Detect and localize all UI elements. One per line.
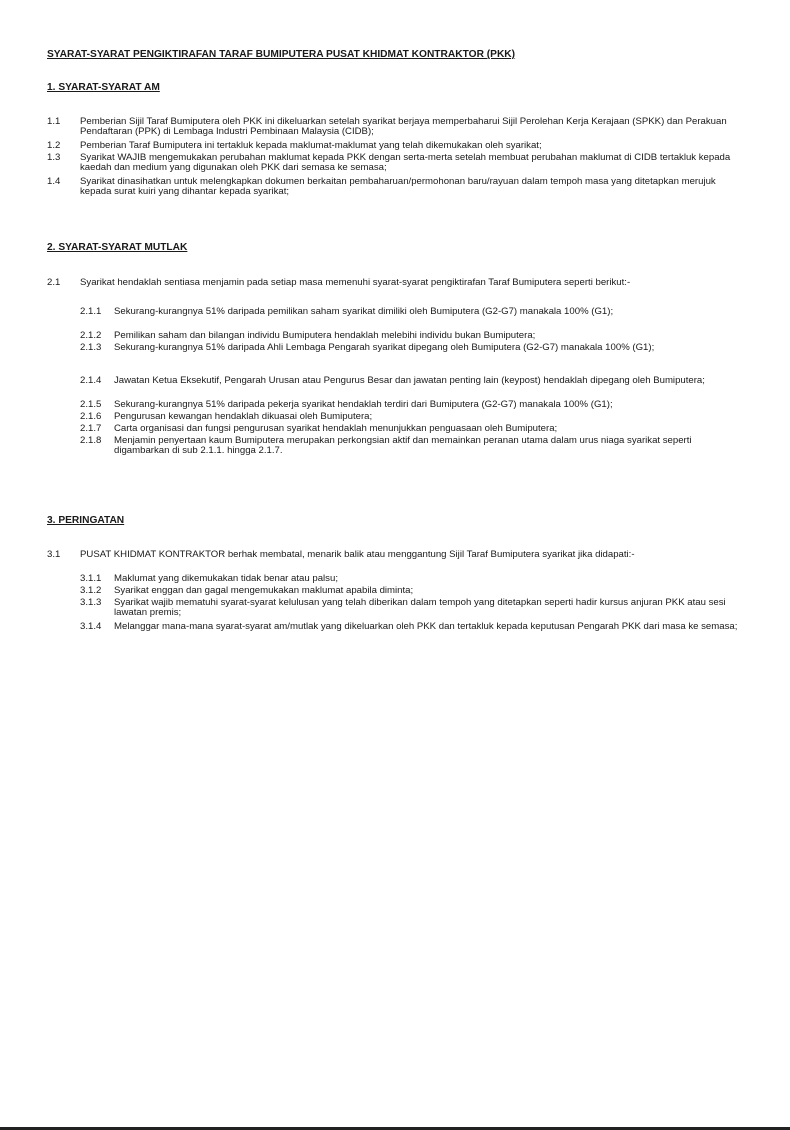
subclause-text: Sekurang-kurangnya 51% daripada Ahli Lembaga Pengarah syarikat dipegang oleh Bumiputera (G2-G7) manakala 100% (G1); [114,342,655,353]
clause-text: Syarikat WAJIB mengemukakan perubahan maklumat kepada PKK dengan serta-merta setelah membuat perubahan maklumat di CIDB tertakluk kepada kaedah dan medium yang digunakan oleh PKK dari semasa ke semasa; [80,152,731,173]
subclause-number: 2.1.2 [80,330,102,341]
clause-text: Pemberian Sijil Taraf Bumiputera oleh PKK ini dikeluarkan setelah syarikat berjaya memperbaharui Sijil Perolehan Kerja Kerajaan (SPKK) dan Perakuan Pendaftaran (PPK) di Lembaga Industri Pembinaan Malaysia (CIDB); [80,116,727,137]
subclause-text: Pemilikan saham dan bilangan individu Bumiputera hendaklah melebihi individu bukan Bumiputera; [114,330,536,341]
section-heading-general: 1. SYARAT-SYARAT AM [47,82,160,93]
subclause-number: 2.1.5 [80,399,102,410]
clause-number: 1.4 [47,176,61,187]
clause-number: 1.2 [47,140,61,151]
subclause-number: 3.1.4 [80,621,102,632]
subclause-number: 2.1.8 [80,435,102,446]
clause-text: Syarikat hendaklah sentiasa menjamin pada setiap masa memenuhi syarat-syarat pengiktirafan Taraf Bumiputera seperti berikut:- [80,277,631,288]
subclause-number: 2.1.7 [80,423,102,434]
section-heading-warning: 3. PERINGATAN [47,515,125,526]
subclause-text: Sekurang-kurangnya 51% daripada pekerja syarikat hendaklah terdiri dari Bumiputera (G2-G7) manakala 100% (G1); [114,399,613,410]
subclause-text: Jawatan Ketua Eksekutif, Pengarah Urusan atau Pengurus Besar dan jawatan penting lain (keypost) hendaklah dipegang oleh Bumiputera; [114,375,705,386]
subclause-number: 3.1.2 [80,585,102,596]
subclause-text: Carta organisasi dan fungsi pengurusan syarikat hendaklah menunjukkan penguasaan oleh Bumiputera; [114,423,558,434]
subclause-text: Syarikat wajib mematuhi syarat-syarat kelulusan yang telah diberikan dalam tempoh yang ditetapkan seperti hadir kursus anjuran PKK atau sesi lawatan premis; [114,597,726,618]
subclause-text: Maklumat yang dikemukakan tidak benar atau palsu; [114,573,338,584]
subclause-text: Menjamin penyertaan kaum Bumiputera merupakan perkongsian aktif dan memainkan peranan utama dalam urus niaga syarikat seperti digambarkan di sub 2.1.1. hingga 2.1.7. [114,435,692,456]
document-title: SYARAT-SYARAT PENGIKTIRAFAN TARAF BUMIPUTERA PUSAT KHIDMAT KONTRAKTOR (PKK) [47,49,516,60]
subclause-text: Melanggar mana-mana syarat-syarat am/mutlak yang dikeluarkan oleh PKK dan tertakluk kepada keputusan Pengarah PKK dari masa ke semasa; [114,621,738,632]
subclause-text: Syarikat enggan dan gagal mengemukakan maklumat apabila diminta; [114,585,414,596]
clause-number: 1.1 [47,116,61,127]
subclause-number: 2.1.1 [80,306,102,317]
section-heading-absolute: 2. SYARAT-SYARAT MUTLAK [47,242,188,253]
subclause-text: Pengurusan kewangan hendaklah dikuasai oleh Bumiputera; [114,411,373,422]
subclause-text: Sekurang-kurangnya 51% daripada pemilikan saham syarikat dimiliki oleh Bumiputera (G2-G7) manakala 100% (G1); [114,306,614,317]
clause-number: 3.1 [47,549,61,560]
clause-text: PUSAT KHIDMAT KONTRAKTOR berhak membatal, menarik balik atau menggantung Sijil Taraf Bumiputera syarikat jika didapati:- [80,549,635,560]
clause-number: 1.3 [47,152,61,163]
clause-text: Pemberian Taraf Bumiputera ini tertakluk kepada maklumat-maklumat yang telah dikemukakan oleh syarikat; [80,140,542,151]
clause-number: 2.1 [47,277,61,288]
subclause-number: 2.1.3 [80,342,102,353]
clause-text: Syarikat dinasihatkan untuk melengkapkan dokumen berkaitan pembaharuan/permohonan baru/rayuan dalam tempoh masa yang ditetapkan merujuk kepada surat kuiri yang dihantar kepada syarikat; [80,176,716,197]
subclause-number: 2.1.4 [80,375,102,386]
subclause-number: 3.1.3 [80,597,102,608]
subclause-number: 2.1.6 [80,411,102,422]
subclause-number: 3.1.1 [80,573,102,584]
